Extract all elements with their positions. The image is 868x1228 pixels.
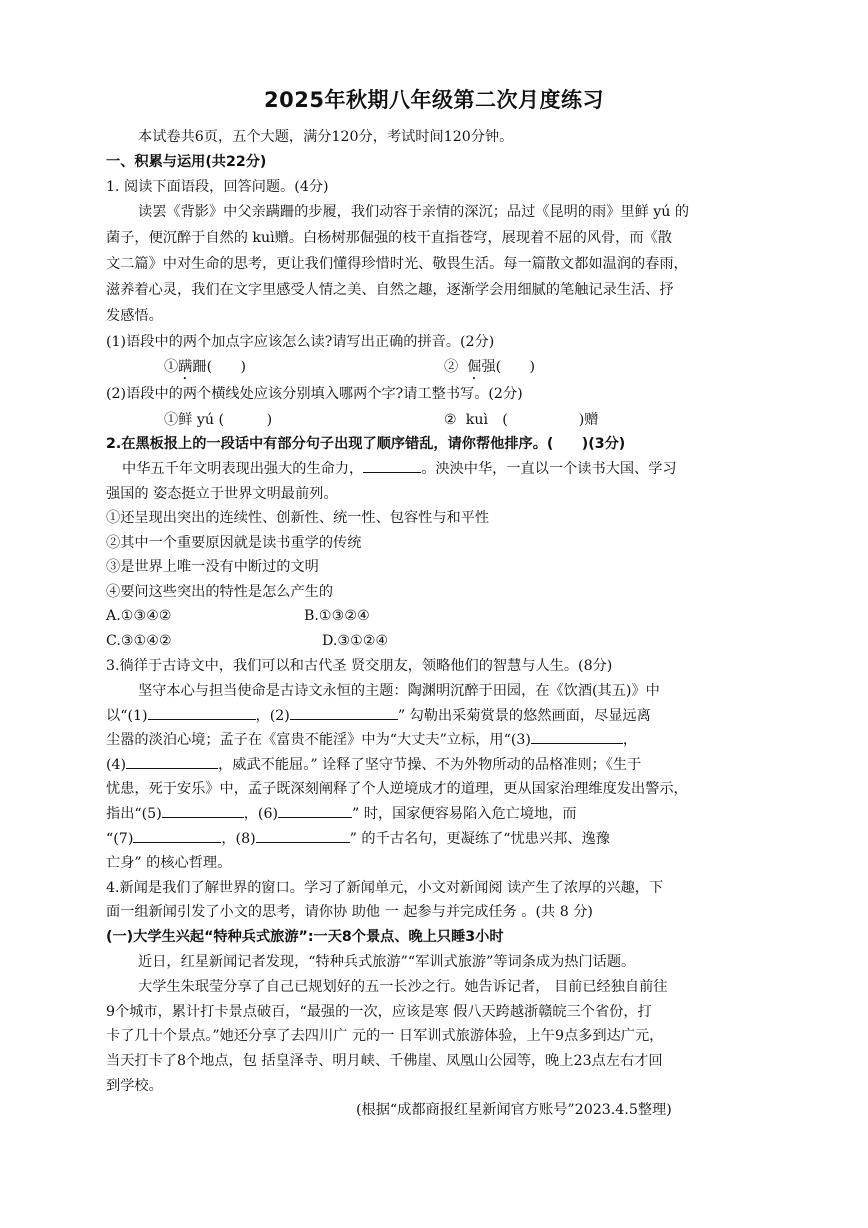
answer-paren[interactable]: ( ) — [206, 359, 247, 375]
question-4-stem: 面一组新闻引发了小文的思考，请你协 助他 一 起参与并完成任务 。(共 8 分) — [106, 904, 593, 920]
item-number: ② — [444, 359, 459, 375]
option-b[interactable]: B.①③②④ — [304, 608, 370, 624]
answer-paren[interactable]: ( ) — [495, 359, 536, 375]
q2-sentence: ②其中一个重要原因就是读书重学的传统 — [106, 535, 362, 551]
q3-line: 亡身” 的核心哲理。 — [106, 855, 232, 871]
answer-blank[interactable] — [531, 729, 623, 744]
question-1-stem: 1. 阅读下面语段，回答问题。(4分) — [106, 179, 329, 195]
q2-sentence: ③是世界上唯一没有中断过的文明 — [106, 559, 319, 575]
q3-text: (4) — [106, 757, 127, 773]
q2-passage-line — [122, 458, 677, 480]
option-a[interactable]: A.①③④② — [106, 608, 172, 624]
q3-text: ” 时，国家便容易陷入危亡境地，而 — [352, 806, 577, 822]
q3-text: ， — [622, 732, 638, 748]
q3-text: ，(8) — [221, 831, 256, 847]
news-paragraph-line: 卡了几十个景点。”她还分享了去四川广 元的一 日军训式旅游体验，上午9点多到达广元， — [106, 1028, 664, 1044]
option-d[interactable]: D.③①②④ — [322, 633, 389, 649]
q3-line — [106, 828, 610, 850]
dotted-character: 蹒 — [178, 359, 193, 375]
question-2-stem: 2.在黑板报上的一段话中有部分句子出现了顺序错乱，请你帮他排序。( )(3分) — [106, 436, 626, 452]
q2-sentence: ④要问这些突出的特性是怎么产生的 — [106, 584, 334, 600]
q3-text: ” 勾勒出采菊赏景的悠然画面，尽显远离 — [397, 708, 651, 724]
q1-item-b — [444, 356, 535, 383]
dotted-character: 倔 — [467, 359, 482, 375]
q3-line — [106, 729, 637, 751]
answer-blank[interactable] — [256, 828, 350, 843]
answer-blank[interactable] — [162, 803, 244, 818]
passage-text: 中华五千年文明表现出强大的生命力， — [122, 461, 364, 477]
news-paragraph-line: 9个城市，累计打卡景点破百，“最强的一次，应该是寒 假八天跨越浙赣皖三个省份，打 — [106, 1004, 652, 1020]
q3-text: ” 的千古名句，更凝练了“忧患兴邦、逸豫 — [349, 831, 610, 847]
news-paragraph-line: 到学校。 — [106, 1078, 163, 1094]
question-3-stem: 3.徜徉于古诗文中，我们可以和古代圣 贤交朋友，领略他们的智慧与人生。(8分) — [106, 658, 613, 674]
q3-line — [106, 803, 577, 825]
word-character: 跚 — [192, 359, 207, 375]
exam-intro: 本试卷共6页，五个大题，满分120分，考试时间120分钟。 — [138, 129, 514, 145]
item-number: ① — [164, 359, 179, 375]
q3-line — [106, 705, 651, 727]
q1-fill-a[interactable]: ①鲜 yú ( ) — [164, 412, 273, 428]
fill-text: kuì ( )赠 — [465, 412, 599, 428]
q3-text: 以“(1) — [106, 708, 148, 724]
item-number: ② — [444, 412, 457, 428]
word-character: 强 — [481, 359, 496, 375]
news-source: (根据“成都商报红星新闻官方账号”2023.4.5整理) — [356, 1102, 672, 1118]
q3-text: 尘嚣的淡泊心境；孟子在《富贵不能淫》中为“大丈夫”立标，用“(3) — [106, 732, 531, 748]
option-c[interactable]: C.③①④② — [106, 633, 172, 649]
news-paragraph-line: 近日，红星新闻记者发现，“特种兵式旅游”“军训式旅游”等词条成为热门话题。 — [138, 954, 636, 970]
q1-passage-line: 读罢《背影》中父亲蹒跚的步履，我们动容于亲情的深沉；品过《昆明的雨》里鲜 yú 的 — [138, 204, 690, 220]
q3-text: ，威武不能屈。” 诠释了坚守节操、不为外物所动的品格准则；《生于 — [218, 757, 642, 773]
q3-text: “(7) — [106, 831, 134, 847]
answer-blank[interactable] — [133, 828, 221, 843]
q3-text: 指出“(5) — [106, 806, 162, 822]
answer-blank[interactable] — [148, 705, 256, 720]
news-paragraph-line: 当天打卡了8个地点，包 括皇泽寺、明月峡、千佛崖、凤凰山公园等，晚上23点左右才回 — [106, 1053, 663, 1069]
q1-item-a — [164, 356, 246, 383]
q1-passage-line: 菌子，便沉醉于自然的 kuì赠。白杨树那倔强的枝干直指苍穹，展现着不屈的风骨，而《散 — [106, 230, 672, 246]
answer-blank[interactable] — [278, 803, 352, 818]
news-headline: (一)大学生兴起“特种兵式旅游”:一天8个景点、晚上只睡3小时 — [106, 929, 504, 945]
answer-blank[interactable] — [290, 705, 398, 720]
q1-passage-line: 发感悟。 — [106, 308, 163, 324]
q3-line — [106, 754, 641, 776]
q3-text: ，(2) — [255, 708, 290, 724]
section-heading: 一、积累与运用(共22分) — [106, 154, 267, 170]
q1-fill-b[interactable] — [444, 409, 598, 431]
q1-passage-line: 文二篇》中对生命的思考，更让我们懂得珍惜时光、敬畏生活。每一篇散文都如温润的春雨， — [106, 256, 688, 272]
q1-subquestion-2: (2)语段中的两个横线处应该分别填入哪两个字?请工整书写。(2分) — [106, 386, 523, 402]
passage-text: 。泱泱中华，一直以一个读书大国、学习 — [421, 461, 677, 477]
q2-sentence: ①还呈现出突出的连续性、创新性、统一性、包容性与和平性 — [106, 510, 490, 526]
q1-subquestion-1: (1)语段中的两个加点字应该怎么读?请写出正确的拼音。(2分) — [106, 334, 495, 350]
q3-line: 忧患，死于安乐》中，孟子既深刻阐释了个人逆境成才的道理，更从国家治理维度发出警示， — [106, 781, 688, 797]
q2-passage-line: 强国的 姿态挺立于世界文明最前列。 — [106, 486, 338, 502]
q3-line: 坚守本心与担当使命是古诗文永恒的主题：陶渊明沉醉于田园，在《饮酒(其五)》中 — [138, 683, 660, 699]
q3-text: ，(6) — [243, 806, 279, 822]
page-title: 2025年秋期八年级第二次月度练习 — [264, 88, 604, 112]
answer-blank[interactable] — [363, 458, 421, 473]
news-paragraph-line: 大学生朱珉莹分享了自己已规划好的五一长沙之行。她告诉记者， 目前已经独自前往 — [138, 979, 668, 995]
question-4-stem: 4.新闻是我们了解世界的窗口。学习了新闻单元，小文对新闻阅 读产生了浓厚的兴趣，下 — [106, 880, 664, 896]
answer-blank[interactable] — [126, 754, 218, 769]
q1-passage-line: 滋养着心灵，我们在文字里感受人情之美、自然之趣，逐渐学会用细腻的笔触记录生活、抒 — [106, 282, 674, 298]
